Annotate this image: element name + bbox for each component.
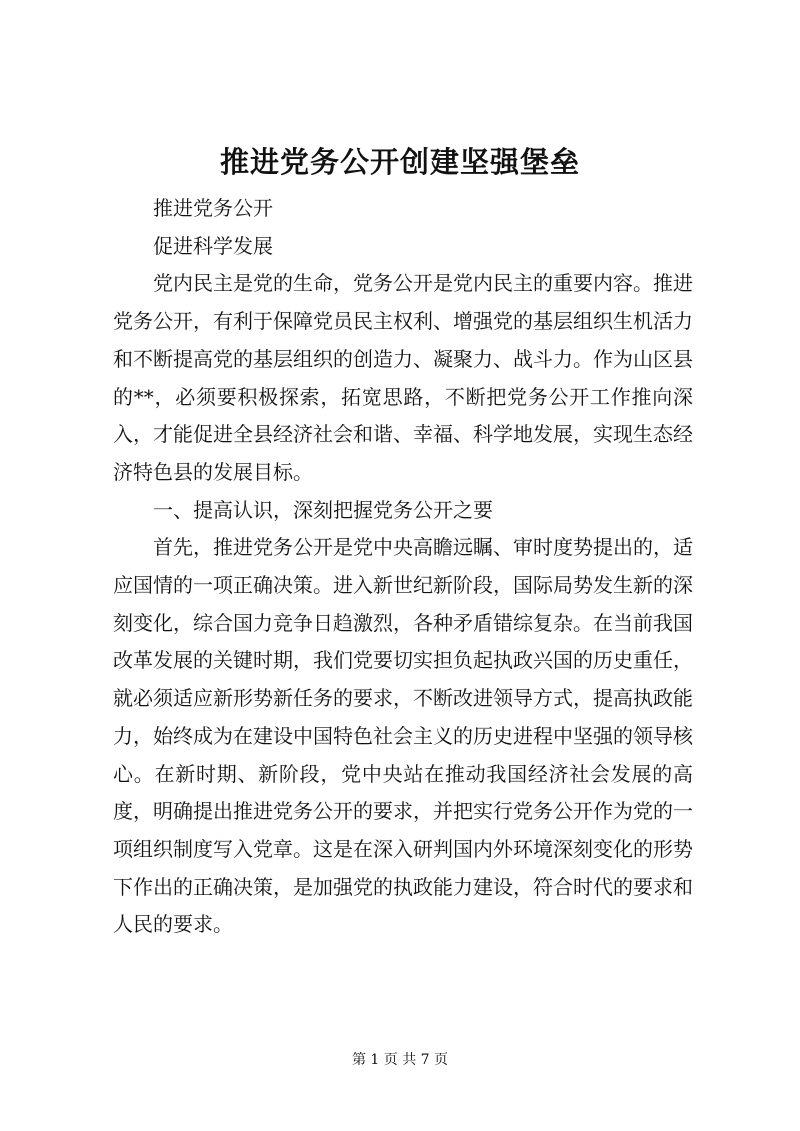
subtitle-line-1: 推进党务公开 — [153, 196, 273, 220]
section-heading: 一、提高认识，深刻把握党务公开之要 — [153, 497, 493, 522]
subtitle-line-2: 促进科学发展 — [153, 233, 273, 258]
intro-paragraph: 党内民主是党的生命，党务公开是党内民主的重要内容。推进党务公开，有利于保障党员民主权利、增强党的基层组织生机活力和不断提高党的基层组织的创造力、凝聚力、战斗力。作为山区县的**，必须要积极探索，拓宽思路，不断把党务公开工作推向深入，才能促进全县经济社会和谐、幸福、科学地发展，实现生态经济特色县的发展目标。 — [113, 271, 693, 484]
body-paragraph: 首先，推进党务公开是党中央高瞻远瞩、审时度势提出的，适应国情的一项正确决策。进入新世纪新阶段，国际局势发生新的深刻变化，综合国力竞争日趋激烈，各种矛盾错综复杂。在当前我国改革发展的关键时期，我们党要切实担负起执政兴国的历史重任，就必须适应新形势新任务的要求，不断改进领导方式，提高执政能力，始终成为在建设中国特色社会主义的历史进程中坚强的领导核心。在新时期、新阶段，党中央站在推动我国经济社会发展的高度，明确提出推进党务公开的要求，并把实行党务公开作为党的一项组织制度写入党章。这是在深入研判国内外环境深刻变化的形势下作出的正确决策，是加强党的执政能力建设，符合时代的要求和人民的要求。 — [113, 535, 693, 937]
page-number-footer: 第 1 页 共 7 页 — [351, 1052, 449, 1068]
document-title: 推进党务公开创建坚强堡垒 — [219, 145, 580, 179]
document-body — [113, 190, 693, 944]
